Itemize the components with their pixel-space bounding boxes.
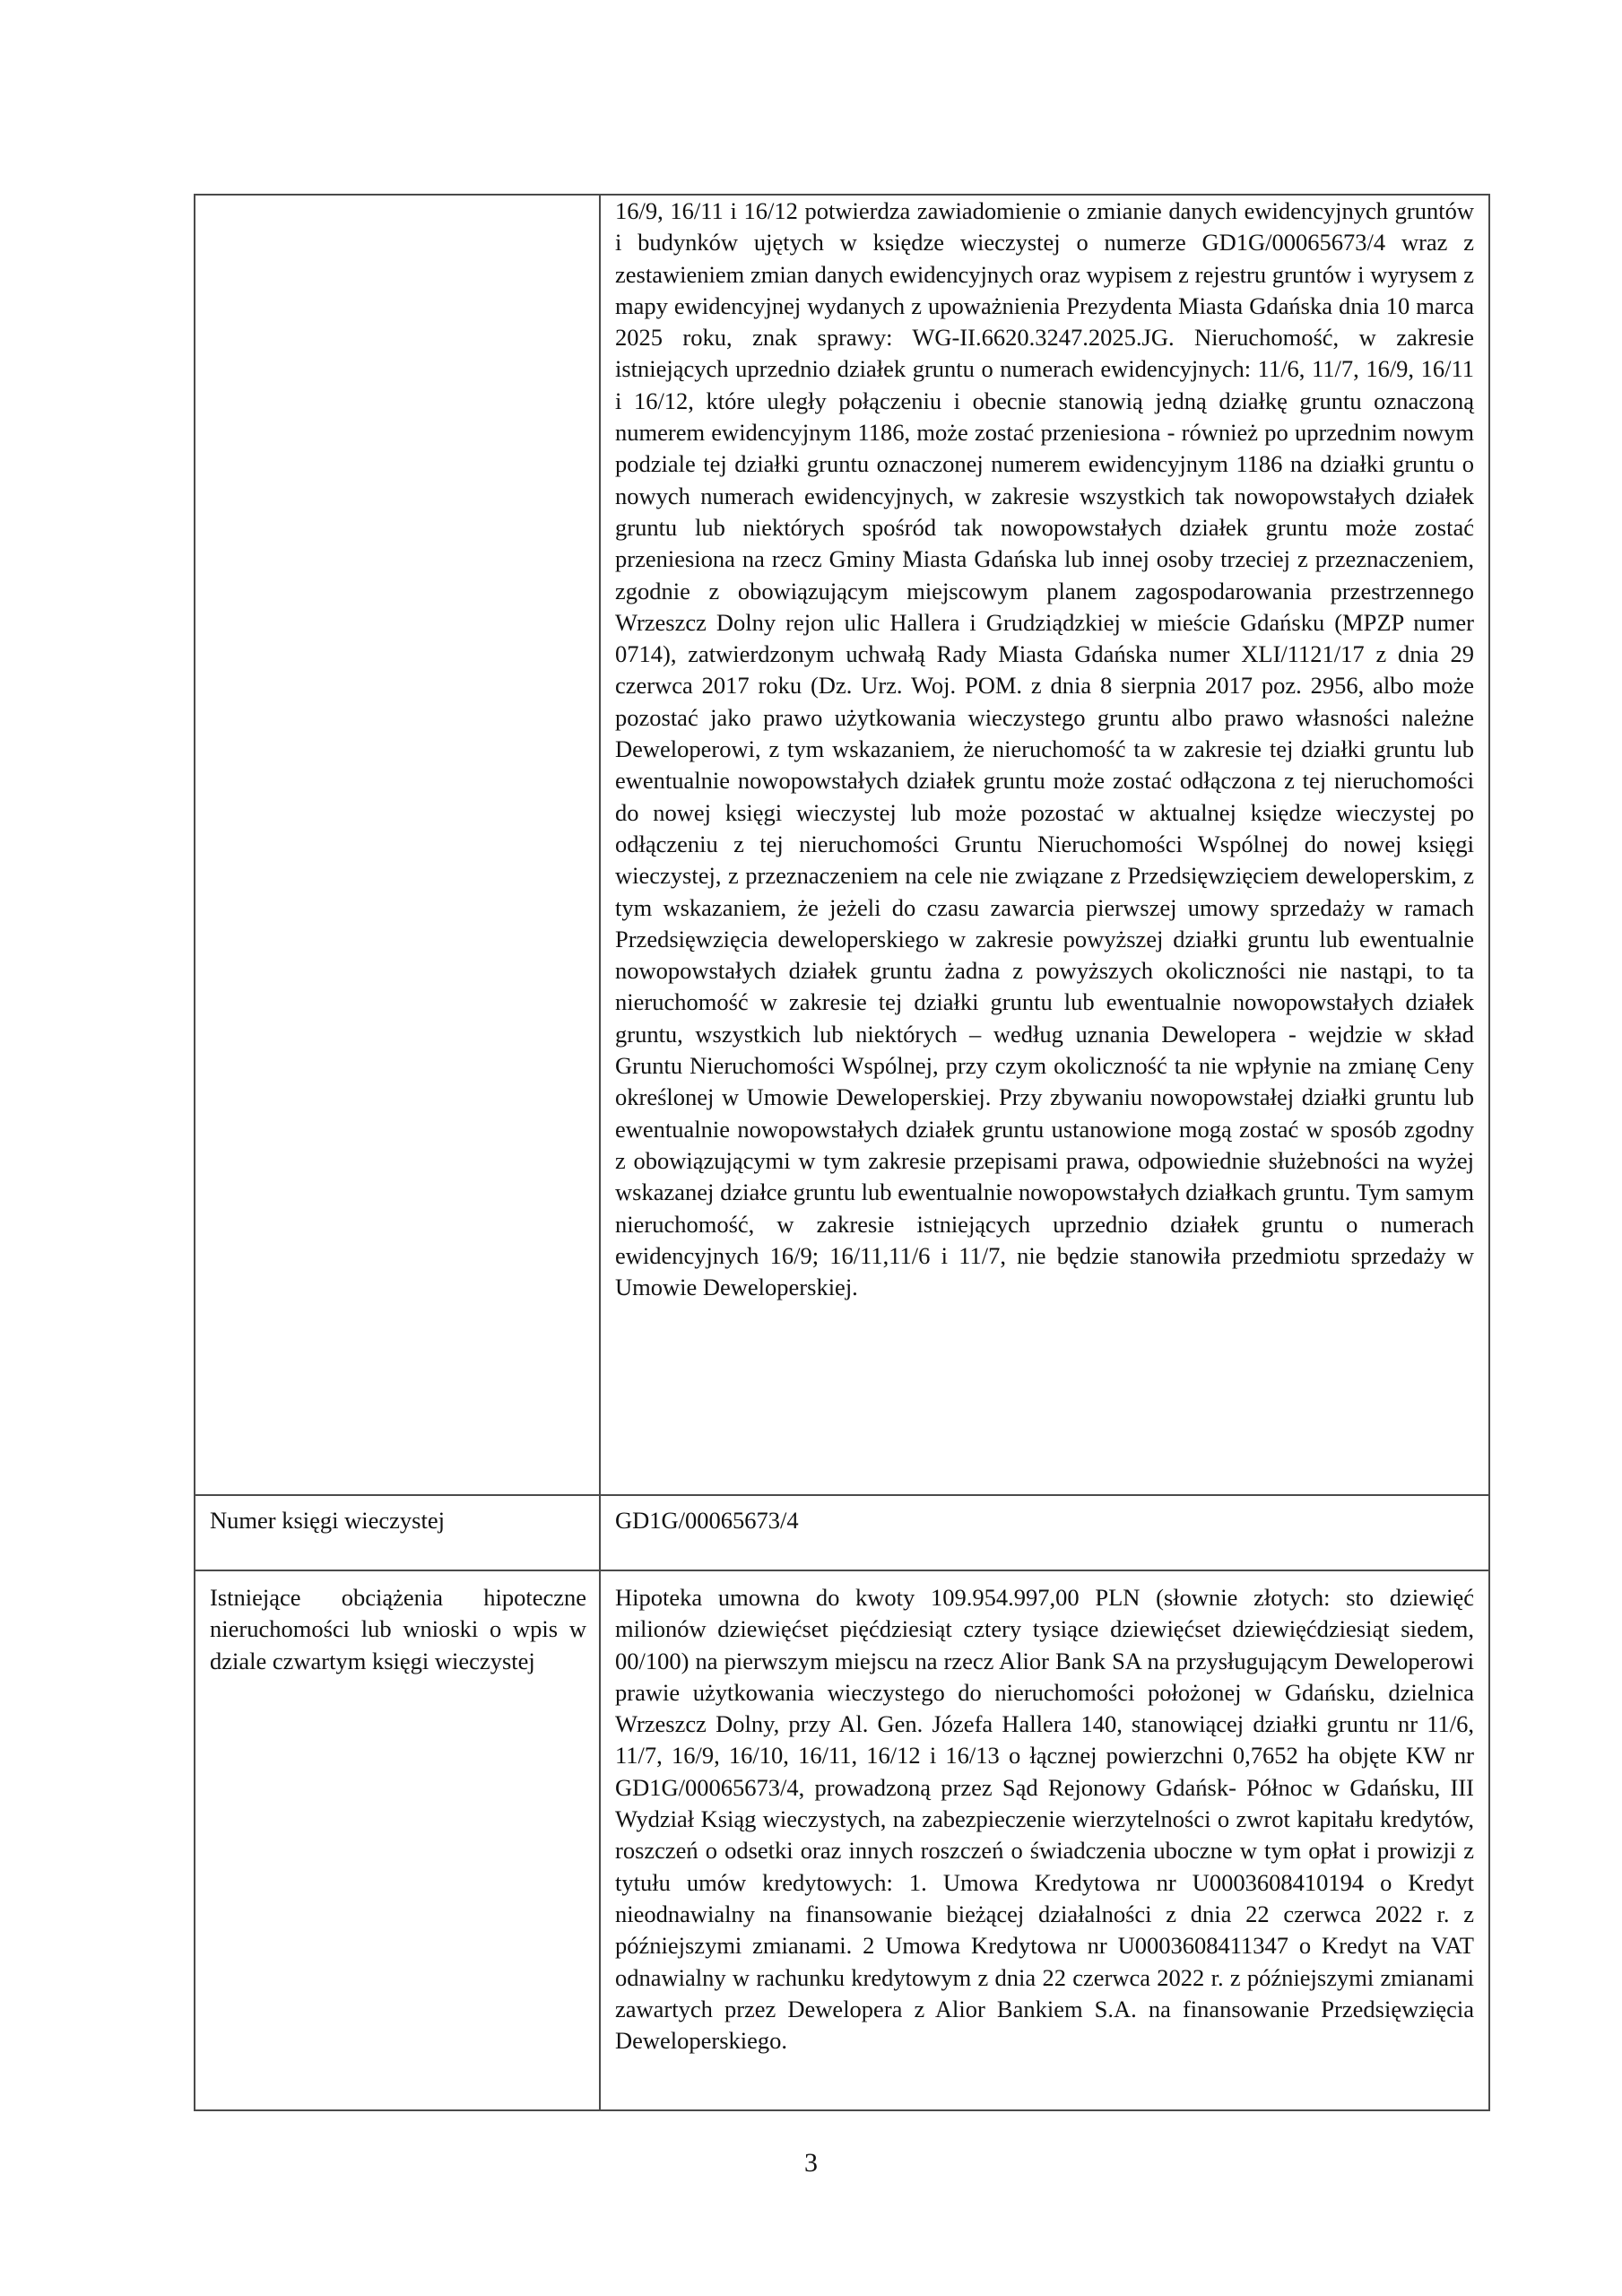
- row-value-cell: [600, 1570, 1489, 2110]
- land-register-label: Numer księgi wieczystej: [210, 1507, 445, 1534]
- property-info-table: [194, 194, 1490, 2111]
- row-value-cell: [600, 195, 1489, 1495]
- table-row: [195, 195, 1489, 1495]
- row-label-cell: [195, 1570, 600, 2110]
- row-label-cell: [195, 1495, 600, 1570]
- land-register-number: GD1G/00065673/4: [615, 1507, 799, 1534]
- row-label-cell: [195, 195, 600, 1495]
- mortgage-encumbrance-label: Istniejące obciążenia hipoteczne nieruchomości lub wnioski o wpis w dziale czwartym księgi wieczystej: [210, 1584, 586, 1674]
- property-description-text: 16/9, 16/11 i 16/12 potwierdza zawiadomienie o zmianie danych ewidencyjnych gruntów i budynków ujętych w księdze wieczystej o numerze GD1G/00065673/4 wraz z zestawieniem zmian danych ewidencyjnych oraz wypisem z rejestru gruntów i wyrysem z mapy ewidencyjnej wydanych z upoważnienia Prezydenta Miasta Gdańska dnia 10 marca 2025 roku, znak sprawy: WG-II.6620.3247.2025.JG. Nieruchomość, w zakresie istniejących uprzednio działek gruntu o numerach ewidencyjnych: 11/6, 11/7, 16/9, 16/11 i 16/12, które uległy połączeniu i obecnie stanowią jedną działkę gruntu oznaczoną numerem ewidencyjnym 1186, może zostać przeniesiona - również po uprzednim nowym podziale tej działki gruntu oznaczonej numerem ewidencyjnym 1186 na działki gruntu o nowych numerach ewidencyjnych, w zakresie wszystkich tak nowopowstałych działek gruntu lub niektórych spośród tak nowopowstałych działek gruntu może zostać przeniesiona na rzecz Gminy Miasta Gdańska lub innej osoby trzeciej z przeznaczeniem, zgodnie z obowiązującym miejscowym planem zagospodarowania przestrzennego Wrzeszcz Dolny rejon ulic Hallera i Grudziądzkiej w mieście Gdańsku (MPZP numer 0714), zatwierdzonym uchwałą Rady Miasta Gdańska numer XLI/1121/17 z dnia 29 czerwca 2017 roku (Dz. Urz. Woj. POM. z dnia 8 sierpnia 2017 poz. 2956, albo może pozostać jako prawo użytkowania wieczystego gruntu albo prawo własności należne Deweloperowi, z tym wskazaniem, że nieruchomość ta w zakresie tej działki gruntu lub ewentualnie nowopowstałych działek gruntu może zostać odłączona z tej nieruchomości do nowej księgi wieczystej lub może pozostać w aktualnej księdze wieczystej po odłączeniu z tej nieruchomości Gruntu Nieruchomości Wspólnej do nowej księgi wieczystej, z przeznaczeniem na cele nie związane z Przedsięwzięciem deweloperskim, z tym wskazaniem, że jeżeli do czasu zawarcia pierwszej umowy sprzedaży w ramach Przedsięwzięcia deweloperskiego w zakresie powyższej działki gruntu lub ewentualnie nowopowstałych działek gruntu żadna z powyższych okoliczności nie nastąpi, to ta nieruchomość w zakresie tej działki gruntu lub ewentualnie nowopowstałych działek gruntu, wszystkich lub niektórych – według uznania Dewelopera - wejdzie w skład Gruntu Nieruchomości Wspólnej, przy czym okoliczność ta nie wpłynie na zmianę Ceny określonej w Umowie Deweloperskiej. Przy zbywaniu nowopowstałej działki gruntu lub ewentualnie nowopowstałych działek gruntu ustanowione mogą zostać w sposób zgodny z obowiązującymi w tym zakresie przepisami prawa, odpowiednie służebności na wyżej wskazanej działce gruntu lub ewentualnie nowopowstałych działkach gruntu. Tym samym nieruchomość, w zakresie istniejących uprzednio działek gruntu o numerach ewidencyjnych 16/9; 16/11,11/6 i 11/7, nie będzie stanowiła przedmiotu sprzedaży w Umowie Deweloperskiej.: [615, 197, 1474, 1301]
- mortgage-encumbrance-text: Hipoteka umowna do kwoty 109.954.997,00 PLN (słownie złotych: sto dziewięć milionów dziewięćset pięćdziesiąt cztery tysiące dziewięćset dziewięćdziesiąt siedem, 00/100) na pierwszym miejscu na rzecz Alior Bank SA na przysługującym Deweloperowi prawie użytkowania wieczystego do nieruchomości położonej w Gdańsku, dzielnica Wrzeszcz Dolny, przy Al. Gen. Józefa Hallera 140, stanowiącej działki gruntu nr 11/6, 11/7, 16/9, 16/10, 16/11, 16/12 i 16/13 o łącznej powierzchni 0,7652 ha objęte KW nr GD1G/00065673/4, prowadzoną przez Sąd Rejonowy Gdańsk- Północ w Gdańsku, III Wydział Ksiąg wieczystych, na zabezpieczenie wierzytelności o zwrot kapitału kredytów, roszczeń o odsetki oraz innych roszczeń o świadczenia uboczne w tym opłat i prowizji z tytułu umów kredytowych: 1. Umowa Kredytowa nr U0003608410194 o Kredyt nieodnawialny na finansowanie bieżącej działalności z dnia 22 czerwca 2022 r. z późniejszymi zmianami. 2 Umowa Kredytowa nr U0003608411347 o Kredyt na VAT odnawialny w rachunku kredytowym z dnia 22 czerwca 2022 r. z późniejszymi zmianami zawartych przez Dewelopera z Alior Bankiem S.A. na finansowanie Przedsięwzięcia Deweloperskiego.: [615, 1584, 1474, 2055]
- table-row: [195, 1495, 1489, 1570]
- row-value-cell: [600, 1495, 1489, 1570]
- table-row: [195, 1570, 1489, 2110]
- page-number: 3: [804, 2148, 818, 2178]
